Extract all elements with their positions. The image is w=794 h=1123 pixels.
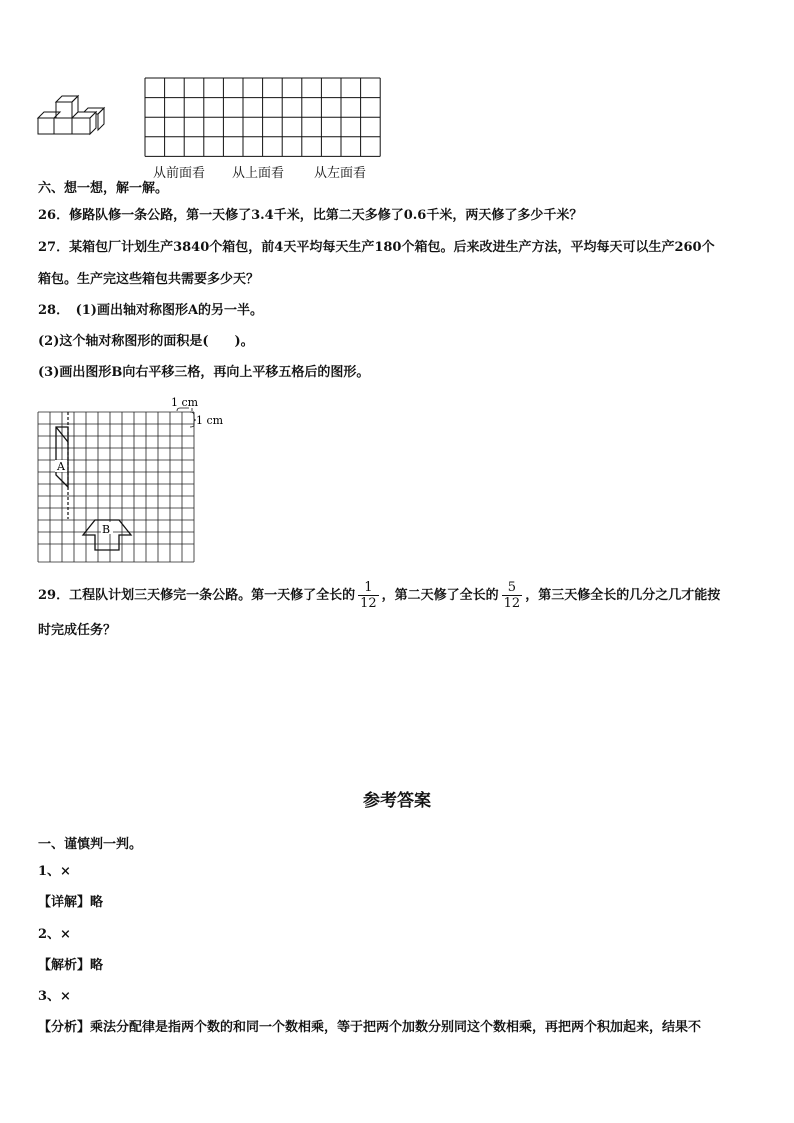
question-28-part2: (2)这个轴对称图形的面积是( )。	[38, 334, 254, 349]
answer-3: 3、×	[38, 989, 71, 1004]
question-28-part3: (3)画出图形B向右平移三格，再向上平移五格后的图形。	[38, 365, 370, 380]
answer-2-note: 【解析】略	[38, 958, 104, 973]
fraction-2-numerator: 5	[507, 580, 517, 595]
answer-3-note: 【分析】乘法分配律是指两个数的和同一个数相乘，等于把两个加数分别同这个数相乘，再把两个积加起来，结果不	[38, 1020, 702, 1035]
fraction-one-twelfth	[358, 580, 379, 611]
question-29-text2: ，第二天修了全长的	[381, 588, 499, 603]
question-29-line1	[38, 578, 720, 614]
front-view-label: 从前面看	[153, 166, 206, 181]
symmetry-grid-figure	[36, 394, 236, 569]
question-28-part1: 28． (1)画出轴对称图形A的另一半。	[38, 303, 264, 318]
left-view-label: 从左面看	[314, 166, 367, 181]
answers-section-one: 一、谨慎判一判。	[38, 837, 143, 852]
section-six-heading: 六、想一想，解一解。	[38, 181, 169, 196]
question-29-text3: ，第三天修全长的几分之几才能按	[525, 588, 721, 603]
shape-b-label: B	[102, 523, 111, 536]
cube-stack-figure	[34, 88, 110, 148]
top-view-label: 从上面看	[232, 166, 285, 181]
shape-a-label: A	[57, 460, 65, 473]
fraction-five-twelfths	[502, 580, 523, 611]
question-27-line1: 27．某箱包厂计划生产3840个箱包，前4天平均每天生产180个箱包。后来改进生产方法，平均每天可以生产260个	[38, 240, 715, 255]
fraction-1-denominator: 12	[360, 596, 377, 611]
answer-1: 1、×	[38, 864, 71, 879]
question-29-text1: 29．工程队计划三天修完一条公路。第一天修了全长的	[38, 588, 356, 603]
question-29-line2: 时完成任务？	[38, 623, 117, 638]
fraction-2-denominator: 12	[503, 596, 521, 611]
question-26: 26．修路队修一条公路，第一天修了3.4千米，比第二天多修了0.6千米，两天修了多少千米？	[38, 208, 583, 223]
question-27-line2: 箱包。生产完这些箱包共需要多少天？	[38, 272, 260, 287]
answers-title: 参考答案	[363, 791, 431, 811]
scale-horizontal-label: 1 cm	[171, 396, 199, 409]
scale-vertical-label: 1 cm	[196, 414, 224, 427]
answer-1-note: 【详解】略	[38, 895, 104, 910]
three-view-grid	[144, 77, 382, 157]
fraction-1-numerator: 1	[364, 580, 373, 595]
answer-2: 2、×	[38, 927, 71, 942]
